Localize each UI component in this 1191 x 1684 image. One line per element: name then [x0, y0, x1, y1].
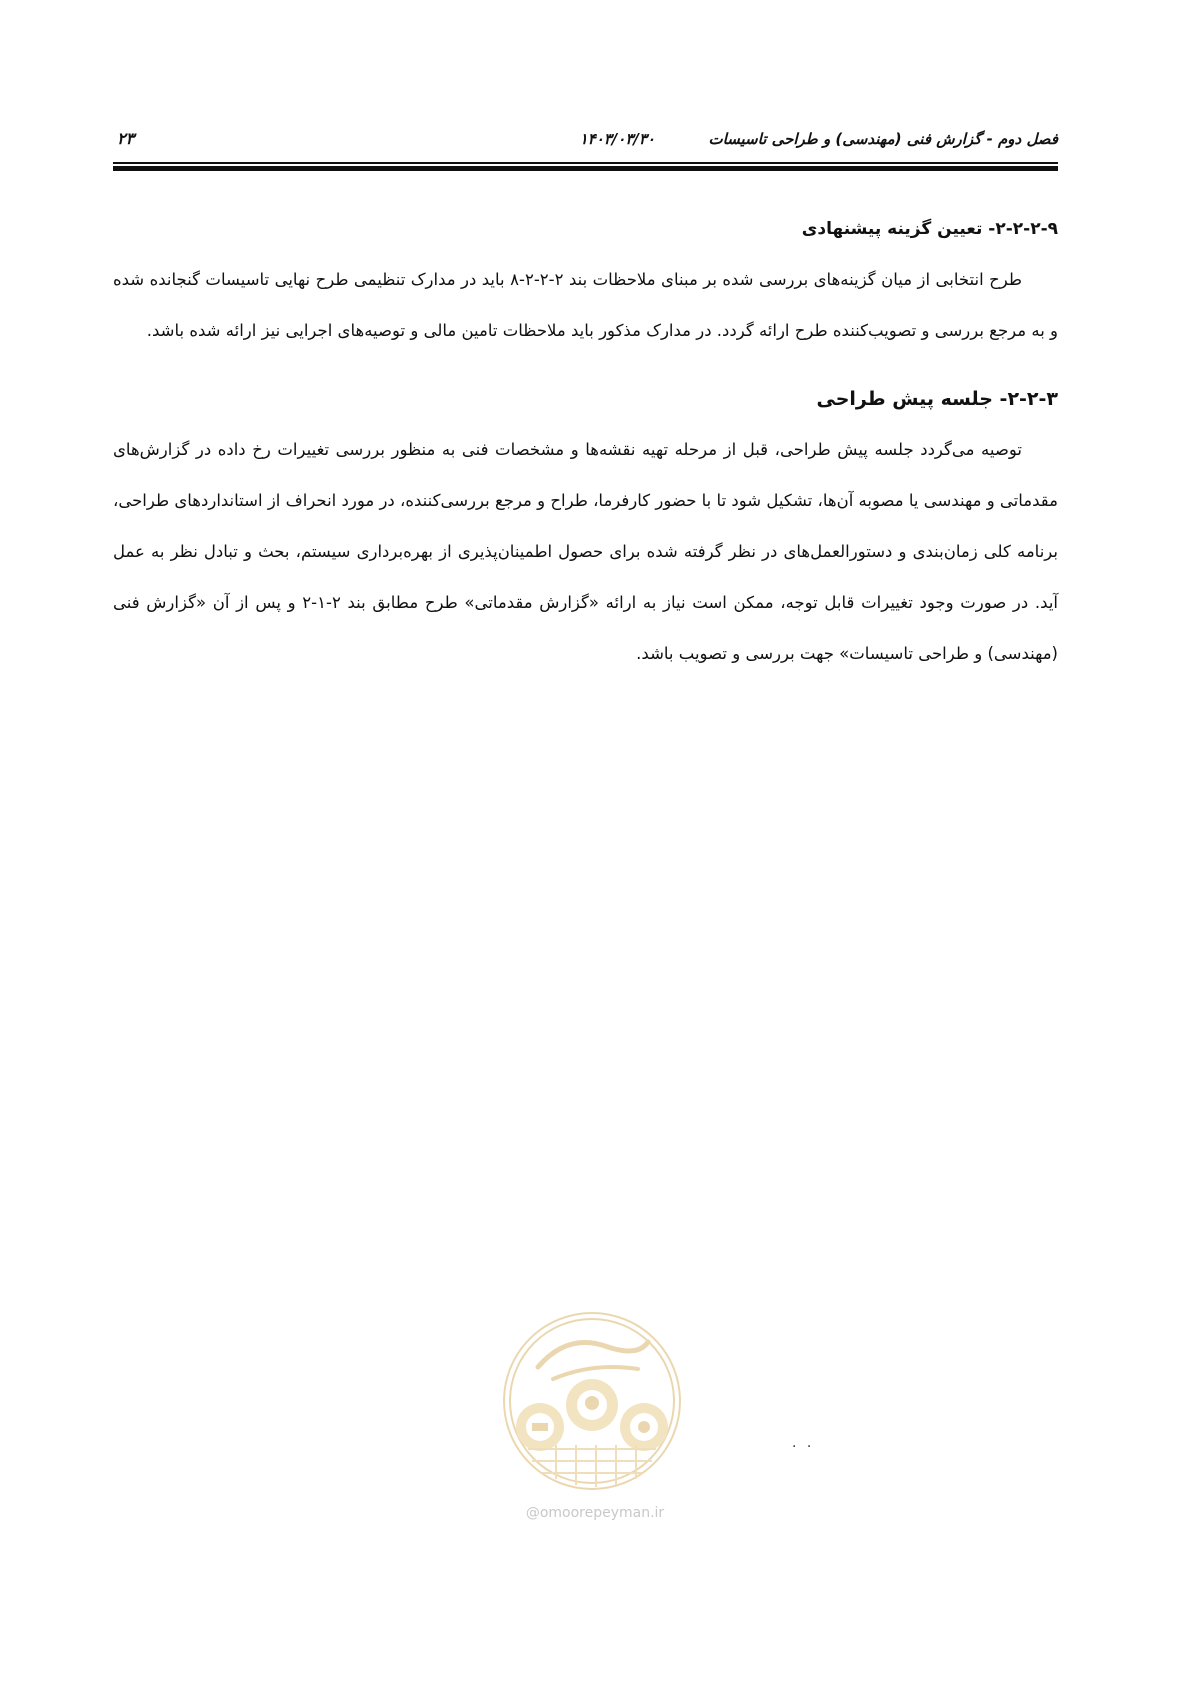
watermark-url: @omoorepeyman.ir: [525, 1505, 665, 1521]
section-heading: ۲-۲-۲-۹- تعیین گزینه پیشنهادی: [801, 219, 1058, 239]
page-content: [113, 214, 1058, 679]
section-paragraph: طرح انتخابی از میان گزینه‌های بررسی شده بر مبنای ملاحظات بند ۲-۲-۲-۸ باید در مدارک تنظیمی طرح نهایی تاسیسات گنجانده شده و به مرجع بررسی و تصویب‌کننده طرح ارائه گردد. در مدارک مذکور باید ملاحظات تامین مالی و توصیه‌های اجرایی نیز ارائه شده باشد.: [113, 270, 1058, 340]
header-rule-thick: [113, 166, 1058, 171]
section-paragraph: توصیه می‌گردد جلسه پیش طراحی، قبل از مرحله تهیه نقشه‌ها و مشخصات فنی به منظور بررسی تغییرات رخ داده در گزارش‌های مقدماتی و مهندسی یا مصوبه آن‌ها، تشکیل شود تا با حضور کارفرما، طراح و مرجع بررسی‌کننده، در مورد انحراف از استانداردهای طراحی، برنامه کلی زمان‌بندی و دستورالعمل‌های در نظر گرفته شده برای حصول اطمینان‌پذیری از بهره‌برداری سیستم، بحث و تبادل نظر به عمل آید. در صورت وجود تغییرات قابل توجه، ممکن است نیاز به ارائه «گزارش مقدماتی» طرح مطابق بند ۲-۱-۲ و پس از آن «گزارش فنی (مهندسی) و طراحی تاسیسات» جهت بررسی و تصویب باشد.: [113, 440, 1058, 663]
chapter-title: فصل دوم - گزارش فنی (مهندسی) و طراحی تاسیسات: [708, 130, 1058, 148]
watermark-seal-logo: [498, 1307, 686, 1495]
section-heading: ۲-۲-۳- جلسه پیش طراحی: [816, 388, 1058, 410]
page-number: ۲۳: [117, 129, 135, 148]
header-date: ۱۴۰۳/۰۳/۳۰: [579, 130, 655, 148]
header-rule-thin: [113, 162, 1058, 164]
footer-dots: . .: [792, 1435, 815, 1451]
page-header: [113, 126, 1058, 156]
